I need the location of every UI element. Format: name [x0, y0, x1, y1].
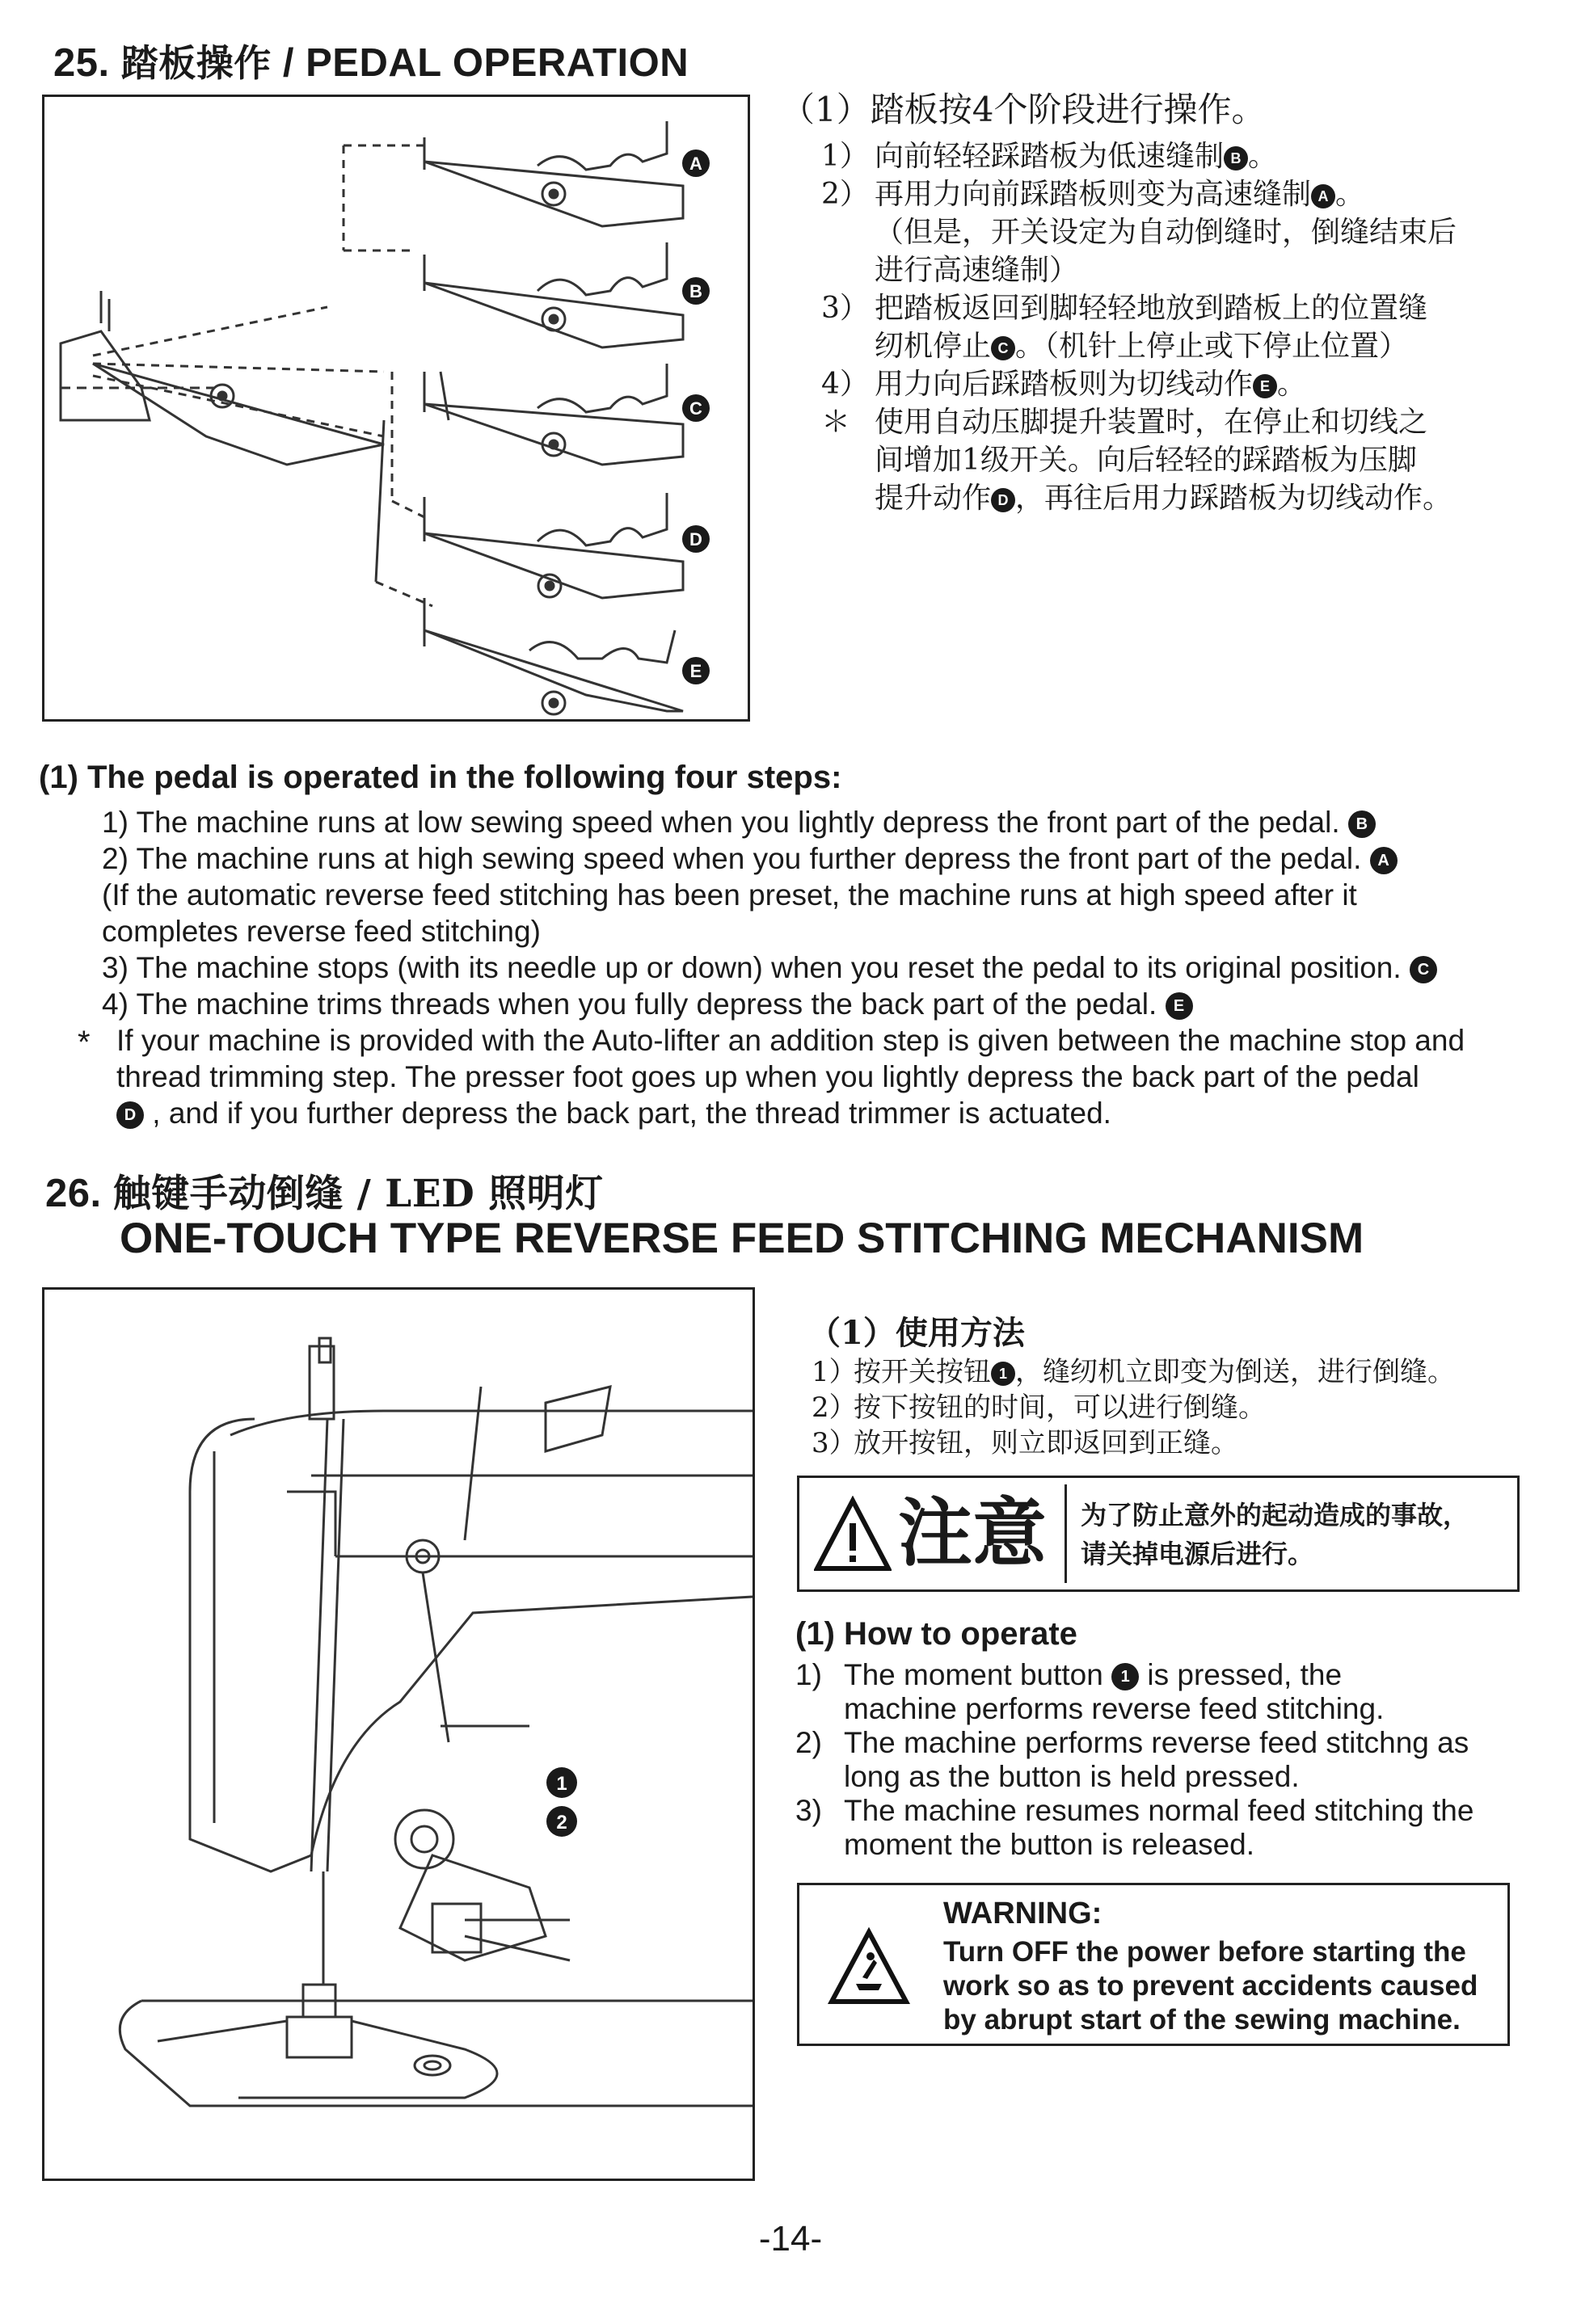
figure-marker-e: E [689, 661, 702, 681]
cn-caution-word: 注意 [898, 1489, 1048, 1577]
note-line: If your machine is provided with the Auto-lifter an addition step is given between the machine stop and [116, 1024, 1465, 1057]
cn-heading-25: （1）踏板按4个阶段进行操作。 [781, 90, 1266, 129]
caution-triangle-icon [814, 1496, 892, 1573]
en-item: 2) The machine runs at high sewing speed when you further depress the front part of the pedal. A [102, 840, 1437, 877]
pedal-figure [42, 95, 750, 722]
warning-title: WARNING: [943, 1897, 1102, 1930]
cn-list-25 [821, 137, 1457, 517]
en-item: (If the automatic reverse feed stitching has been preset, the machine runs at high speed after it [102, 878, 1357, 911]
warning-line: work so as to prevent accidents caused [943, 1970, 1478, 2002]
cn-item: 2）按下按钮的时间，可以进行倒缝。 [812, 1391, 1266, 1424]
pedal-diagram [44, 97, 748, 719]
figure-marker-b: B [689, 281, 702, 301]
cn-heading-26: （1）使用方法 [808, 1314, 1025, 1352]
cn-item: ＊ 使用自动压脚提升装置时，在停止和切线之 [821, 406, 1428, 439]
figure-marker-2: 2 [556, 1812, 567, 1834]
cn-caution-box [797, 1476, 1520, 1592]
sewing-machine-diagram [44, 1290, 753, 2179]
en-item: 1) The machine runs at low sewing speed when you lightly depress the front part of the pedal. B [102, 804, 1437, 840]
section-26-title [45, 1164, 604, 1218]
cn-item: 进行高速缝制） [875, 254, 1079, 287]
figure-marker-1: 1 [556, 1773, 567, 1795]
cn-caution-line: 请关掉电源后进行。 [1081, 1539, 1314, 1569]
section-25-title-cn: 踏板操作 [120, 41, 272, 85]
cn-caution-line: 为了防止意外的起动造成的事故， [1081, 1500, 1469, 1530]
en-item: 4) The machine trims threads when you fully depress the back part of the pedal. E [102, 986, 1437, 1022]
section-25-title-en: PEDAL OPERATION [306, 41, 689, 85]
warning-line: by abrupt start of the sewing machine. [943, 2004, 1461, 2036]
cn-item: 1）按开关按钮 1 ，缝纫机立即变为倒送，进行倒缝。 [812, 1356, 1455, 1388]
cn-list-26 [812, 1354, 1455, 1461]
note-star: * [78, 1025, 91, 1060]
en-item: 3) The machine stops (with its needle up or down) when you reset the pedal to its original position. C [102, 949, 1437, 986]
figure-marker-a: A [689, 154, 702, 174]
cn-item: 2） 再用力向前踩踏板则变为高速缝制 A 。 [821, 178, 1365, 211]
title-separator: / [282, 41, 294, 85]
cn-item: 4） 用力向后踩踏板则为切线动作 E 。 [821, 368, 1307, 401]
section-26-title-en: ONE-TOUCH TYPE REVERSE FEED STITCHING MECHANISM [120, 1215, 1364, 1262]
cn-item: 1） 向前轻轻踩踏板为低速缝制 B 。 [821, 140, 1278, 173]
cn-item: 3）放开按钮，则立即返回到正缝。 [812, 1427, 1238, 1459]
section-25-number: 25. [53, 41, 110, 85]
machine-figure [42, 1287, 755, 2181]
warning-box [797, 1883, 1510, 2046]
section-26-title-cn: 触键手动倒缝 / LED 照明灯 [112, 1172, 604, 1216]
cn-item: 纫机停止 C 。（机针上停止或下停止位置） [875, 330, 1409, 363]
cn-caution-text [1081, 1496, 1469, 1573]
auto-lifter-note [116, 1022, 1465, 1131]
cn-item: 间增加1级开关。向后轻轻的踩踏板为压脚 [875, 444, 1417, 477]
en-item: 3) The machine resumes normal feed stitching the moment the button is released. [795, 1794, 1474, 1861]
warning-text [943, 1935, 1478, 2037]
figure-marker-d: D [689, 529, 702, 549]
en-heading-26: (1) How to operate [795, 1616, 1077, 1652]
en-list-25 [102, 804, 1437, 1022]
page-number: -14- [758, 2219, 823, 2259]
cn-item: 提升动作 D ，再往后用力踩踏板为切线动作。 [875, 482, 1452, 515]
cn-caution-label [807, 1484, 1067, 1583]
note-line: thread trimming step. The presser foot goes up when you lightly depress the back part of the pedal [116, 1060, 1419, 1093]
en-item: 1) The moment button 1 is pressed, the machine performs reverse feed stitching. [795, 1658, 1385, 1725]
en-heading-25: (1) The pedal is operated in the following four steps: [39, 760, 842, 795]
en-item: completes reverse feed stitching) [102, 915, 541, 948]
cn-item: （但是，开关设定为自动倒缝时，倒缝结束后 [875, 216, 1457, 249]
note-line: D , and if you further depress the back part, the thread trimmer is actuated. [116, 1095, 1465, 1131]
warning-line: Turn OFF the power before starting the [943, 1936, 1466, 1968]
en-item: 2) The machine performs reverse feed stitchng as long as the button is held pressed. [795, 1726, 1469, 1793]
figure-marker-c: C [689, 398, 702, 419]
warning-triangle-icon [827, 1927, 911, 2008]
section-26-number: 26. [45, 1172, 102, 1215]
cn-item: 3） 把踏板返回到脚轻轻地放到踏板上的位置缝 [821, 292, 1428, 325]
en-list-26 [795, 1657, 1507, 1860]
section-25-title [53, 34, 689, 87]
